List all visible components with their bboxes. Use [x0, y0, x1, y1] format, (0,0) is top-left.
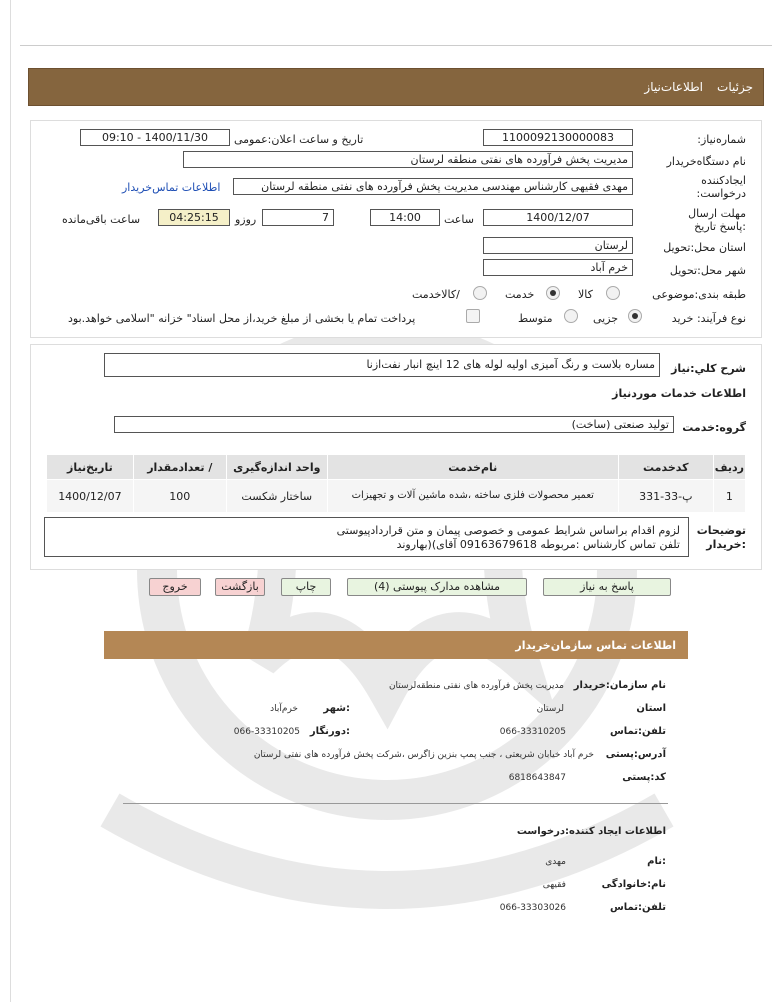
process-minor-label: جزیی	[593, 312, 619, 325]
process-label: نوع فرآیند: خرید	[671, 312, 746, 325]
creator-family-label: نام:خانوادگی	[601, 879, 666, 890]
category-goods-service-label: /کالاخدمت	[412, 288, 460, 301]
col-need-date: تاریخ‌نیاز	[47, 455, 134, 480]
buyer-notes-line2: تلفن تماس کارشناس :مربوطه 09163679618 آقای)(بهاروند	[396, 538, 680, 551]
announce-label: تاریخ و ساعت اعلان:عمومی	[234, 133, 364, 146]
cell-quantity: 100	[133, 480, 226, 513]
contact-phone-value: 066-33310205	[499, 727, 566, 737]
remaining-time-field: 04:25:15	[158, 209, 230, 226]
contact-postal-value: 6818643847	[508, 773, 566, 783]
treasury-payment-checkbox[interactable]	[466, 309, 480, 323]
creator-section-title: اطلاعات ایجاد کننده:درخواست	[516, 826, 666, 837]
contact-city-value: خرم‌آباد	[270, 704, 298, 714]
category-service-radio[interactable]	[546, 286, 560, 300]
service-group-label: گروه:خدمت	[682, 421, 746, 434]
exit-button[interactable]: خروج	[149, 578, 201, 596]
table-header-row	[47, 455, 746, 480]
buyer-contact-title: اطلاعات تماس سازمان‌خریدار	[515, 639, 676, 652]
contact-postal-label: کد:پستی	[622, 772, 666, 783]
process-medium-label: متوسط	[518, 312, 553, 325]
creator-name-value: مهدی	[545, 857, 566, 867]
creator-field: مهدی فقیهی کارشناس مهندسی مدیریت پخش فرآورده های نفتی منطقه لرستان	[233, 178, 633, 195]
need-number-field: 1100092130000083	[483, 129, 633, 146]
creator-name-label: :نام	[647, 856, 666, 867]
process-medium-radio[interactable]	[564, 309, 578, 323]
col-unit: واحد اندازه‌گیری	[226, 455, 327, 480]
cell-service-code: پ-33-331	[618, 480, 713, 513]
process-minor-radio[interactable]	[628, 309, 642, 323]
creator-phone-label: تلفن:تماس	[609, 902, 666, 913]
contact-province-label: استان	[636, 703, 666, 714]
tab-details[interactable]: جزئیات	[717, 80, 753, 94]
contact-province-value: لرستان	[536, 704, 564, 714]
cell-service-name: تعمیر محصولات فلزی ساخته ،شده ماشین آلات و تجهیزات	[327, 480, 618, 513]
treasury-payment-note: پرداخت تمام یا بخشی از مبلغ خرید،از محل اسناد" خزانه "اسلامی خواهد.بود	[68, 312, 416, 325]
category-goods-radio[interactable]	[606, 286, 620, 300]
contact-address-label: آدرس:پستی	[605, 749, 666, 760]
tab-need-info[interactable]: اطلاعات‌نیاز	[644, 80, 703, 94]
table-row	[47, 480, 746, 513]
creator-label: ایجادکننده درخواست:	[696, 174, 746, 200]
buyer-contact-link[interactable]: اطلاعات تماس‌خریدار	[122, 181, 221, 194]
view-attachments-button[interactable]: مشاهده مدارک پیوستی (4)	[347, 578, 527, 596]
deadline-date-field: 1400/12/07	[483, 209, 633, 226]
remaining-label: ساعت باقی‌مانده	[62, 213, 141, 226]
time-label: ساعت	[444, 213, 474, 226]
contact-fax-label: :دورنگار	[309, 726, 350, 737]
creator-family-value: فقیهی	[542, 880, 566, 890]
services-table	[46, 454, 746, 513]
category-goods-label: کالا	[578, 288, 593, 301]
buyer-notes-line1: لزوم اقدام براساس شرایط عمومی و خصوصی پیمان و متن قراردادپیوستی	[336, 524, 680, 537]
contact-fax-value: 066-33310205	[233, 727, 300, 737]
contact-org-label: نام سازمان:خریدار	[573, 680, 666, 691]
buyer-org-label: نام دستگاه‌خریدار	[666, 155, 746, 168]
print-button[interactable]: چاپ	[281, 578, 331, 596]
contact-city-label: :شهر	[323, 703, 350, 714]
services-title: اطلاعات خدمات موردنیاز	[612, 387, 746, 400]
category-goods-service-radio[interactable]	[473, 286, 487, 300]
cell-row: 1	[713, 480, 745, 513]
contact-org-value: مدیریت پخش فرآورده های نفتی منطقه‌لرستان	[388, 681, 564, 691]
service-group-field: تولید صنعتی (ساخت)	[114, 416, 674, 433]
days-label: روزو	[235, 213, 257, 226]
description-field: مساره بلاست و رنگ آمیزی اولیه لوله های 12 اینچ انبار نفت‌ازنا	[104, 353, 660, 377]
buyer-contact-header	[104, 631, 688, 659]
contact-divider	[123, 803, 668, 804]
category-service-label: خدمت	[505, 288, 535, 301]
deadline-time-field: 14:00	[370, 209, 440, 226]
description-label: شرح کلي:نياز	[671, 362, 746, 375]
col-quantity: / تعدادمقدار	[133, 455, 226, 480]
buyer-notes-box	[44, 517, 689, 557]
province-field: لرستان	[483, 237, 633, 254]
contact-address-value: خرم آباد خیابان شریعتی ، جنب پمپ بنزین زاگرس ،شرکت پخش فرآورده های نفتی لرستان	[253, 750, 594, 760]
province-label: استان محل:تحویل	[663, 241, 746, 254]
buyer-notes-label: توضیحات :خریدار	[696, 524, 746, 551]
reply-button[interactable]: پاسخ به نیاز	[543, 578, 671, 596]
cell-need-date: 1400/12/07	[47, 480, 134, 513]
page-left-border	[10, 0, 11, 1002]
col-service-name: نام‌خدمت	[327, 455, 618, 480]
top-divider	[20, 45, 772, 46]
col-service-code: کدخدمت	[618, 455, 713, 480]
need-number-label: شماره‌نیاز:	[697, 133, 746, 146]
announce-datetime-field: 1400/11/30 - 09:10	[80, 129, 230, 146]
city-field: خرم آباد	[483, 259, 633, 276]
deadline-label: مهلت ارسال :پاسخ تاریخ	[688, 207, 746, 233]
days-field: 7	[262, 209, 334, 226]
back-button[interactable]: بازگشت	[215, 578, 265, 596]
city-label: شهر محل:تحویل	[669, 264, 746, 277]
category-label: طبقه بندی:موضوعی	[652, 288, 746, 301]
creator-phone-value: 066-33303026	[499, 903, 566, 913]
contact-phone-label: تلفن:تماس	[609, 726, 666, 737]
col-row: ردیف	[713, 455, 745, 480]
page-header	[28, 68, 764, 106]
buyer-org-field: مدیریت پخش فرآورده های نفتی منطقه لرستان	[183, 151, 633, 168]
cell-unit: ساختار شکست	[226, 480, 327, 513]
